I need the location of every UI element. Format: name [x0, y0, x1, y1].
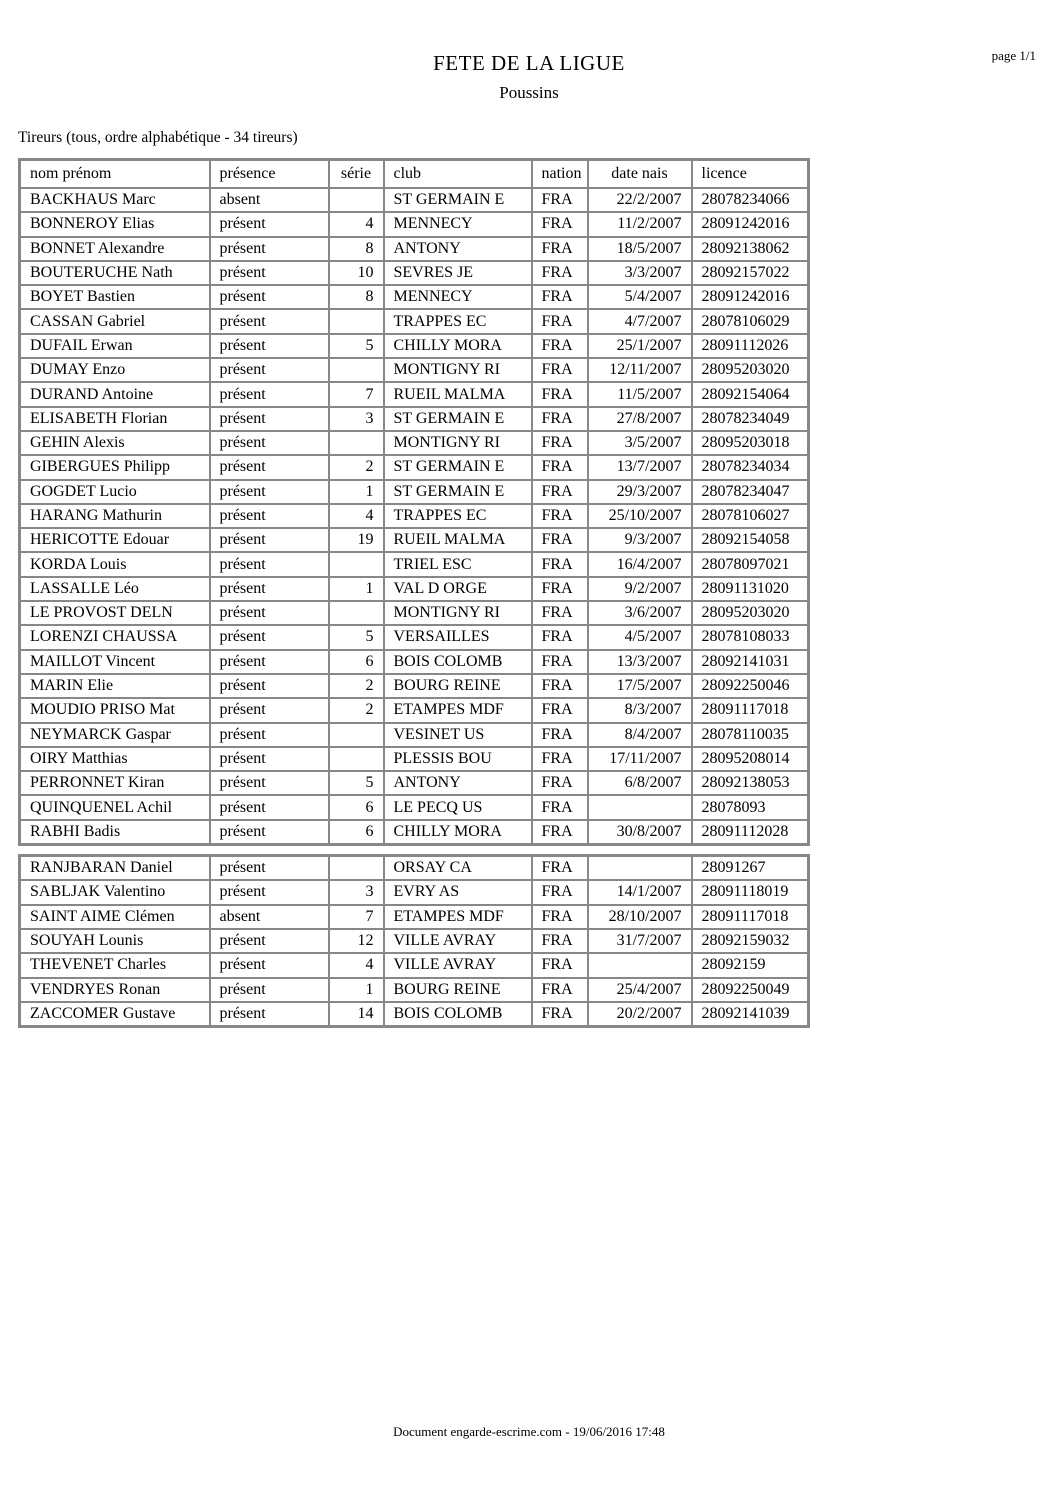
cell-club: CHILLY MORA	[384, 820, 532, 845]
cell-club: ST GERMAIN E	[384, 480, 532, 504]
cell-nom-prenom: DUMAY Enzo	[20, 358, 210, 382]
cell-presence: présent	[210, 382, 329, 406]
cell-date-nais: 12/11/2007	[588, 358, 692, 382]
cell-serie: 8	[329, 237, 384, 261]
cell-licence: 28078234049	[692, 407, 809, 431]
cell-serie	[329, 188, 384, 212]
cell-licence: 28078108033	[692, 625, 809, 649]
cell-nation: FRA	[532, 431, 588, 455]
cell-nom-prenom: NEYMARCK Gaspar	[20, 723, 210, 747]
cell-nom-prenom: THEVENET Charles	[20, 953, 210, 977]
cell-nom-prenom: QUINQUENEL Achil	[20, 795, 210, 819]
cell-nation: FRA	[532, 650, 588, 674]
cell-nation: FRA	[532, 747, 588, 771]
table-row	[20, 650, 809, 674]
cell-nation: FRA	[532, 698, 588, 722]
cell-licence: 28091118019	[692, 880, 809, 904]
cell-serie	[329, 856, 384, 881]
cell-licence: 28091117018	[692, 698, 809, 722]
cell-nom-prenom: SABLJAK Valentino	[20, 880, 210, 904]
cell-presence: présent	[210, 978, 329, 1002]
cell-nom-prenom: ZACCOMER Gustave	[20, 1002, 210, 1027]
cell-serie	[329, 431, 384, 455]
cell-licence: 28078234047	[692, 480, 809, 504]
cell-nom-prenom: VENDRYES Ronan	[20, 978, 210, 1002]
cell-serie	[329, 601, 384, 625]
cell-club: ST GERMAIN E	[384, 455, 532, 479]
cell-licence: 28095203020	[692, 358, 809, 382]
table-row	[20, 382, 809, 406]
cell-club: TRAPPES EC	[384, 309, 532, 333]
table-row	[20, 552, 809, 576]
cell-serie	[329, 552, 384, 576]
cell-date-nais	[588, 953, 692, 977]
cell-presence: présent	[210, 820, 329, 845]
table-row	[20, 625, 809, 649]
cell-nation: FRA	[532, 674, 588, 698]
cell-serie: 10	[329, 261, 384, 285]
table-row	[20, 723, 809, 747]
cell-licence: 28078106027	[692, 504, 809, 528]
cell-serie: 6	[329, 650, 384, 674]
table-row	[20, 237, 809, 261]
cell-date-nais: 17/5/2007	[588, 674, 692, 698]
cell-date-nais: 6/8/2007	[588, 771, 692, 795]
cell-date-nais: 9/3/2007	[588, 528, 692, 552]
cell-club: ETAMPES MDF	[384, 698, 532, 722]
cell-licence: 28092138062	[692, 237, 809, 261]
cell-nation: FRA	[532, 880, 588, 904]
cell-date-nais: 16/4/2007	[588, 552, 692, 576]
table-row	[20, 929, 809, 953]
cell-serie: 6	[329, 795, 384, 819]
cell-nom-prenom: DURAND Antoine	[20, 382, 210, 406]
cell-date-nais: 4/7/2007	[588, 309, 692, 333]
cell-nation: FRA	[532, 382, 588, 406]
column-header-presence: présence	[210, 160, 329, 189]
cell-serie: 4	[329, 504, 384, 528]
cell-licence: 28095203018	[692, 431, 809, 455]
cell-presence: présent	[210, 309, 329, 333]
table-row	[20, 953, 809, 977]
cell-nom-prenom: BONNEROY Elias	[20, 212, 210, 236]
cell-presence: absent	[210, 188, 329, 212]
cell-date-nais: 3/3/2007	[588, 261, 692, 285]
cell-club: VILLE AVRAY	[384, 953, 532, 977]
page-footer: Document engarde-escrime.com - 19/06/2016 17:48	[393, 1424, 665, 1439]
cell-club: VERSAILLES	[384, 625, 532, 649]
table-header-row	[20, 160, 809, 189]
cell-licence: 28092159032	[692, 929, 809, 953]
cell-nom-prenom: BONNET Alexandre	[20, 237, 210, 261]
cell-presence: présent	[210, 698, 329, 722]
cell-club: ANTONY	[384, 771, 532, 795]
column-header-nom-prenom: nom prénom	[20, 160, 210, 189]
page-title: FETE DE LA LIGUE	[433, 51, 625, 75]
page-subtitle: Poussins	[499, 83, 559, 102]
cell-nation: FRA	[532, 601, 588, 625]
cell-date-nais: 3/5/2007	[588, 431, 692, 455]
cell-club: VILLE AVRAY	[384, 929, 532, 953]
cell-presence: présent	[210, 334, 329, 358]
cell-nom-prenom: GOGDET Lucio	[20, 480, 210, 504]
cell-date-nais: 9/2/2007	[588, 577, 692, 601]
table-row	[20, 601, 809, 625]
cell-serie: 1	[329, 577, 384, 601]
cell-date-nais: 5/4/2007	[588, 285, 692, 309]
cell-nation: FRA	[532, 856, 588, 881]
table-row	[20, 771, 809, 795]
table-row	[20, 407, 809, 431]
cell-licence: 28091117018	[692, 905, 809, 929]
fencers-table-segment-1	[18, 158, 810, 846]
cell-serie: 6	[329, 820, 384, 845]
table-row	[20, 285, 809, 309]
cell-nation: FRA	[532, 795, 588, 819]
cell-nation: FRA	[532, 261, 588, 285]
cell-serie	[329, 747, 384, 771]
cell-presence: présent	[210, 723, 329, 747]
table-row	[20, 905, 809, 929]
table-row	[20, 820, 809, 845]
table-row	[20, 698, 809, 722]
cell-presence: présent	[210, 795, 329, 819]
cell-nom-prenom: CASSAN Gabriel	[20, 309, 210, 333]
cell-date-nais: 18/5/2007	[588, 237, 692, 261]
cell-nation: FRA	[532, 905, 588, 929]
cell-date-nais: 11/2/2007	[588, 212, 692, 236]
cell-club: SEVRES JE	[384, 261, 532, 285]
cell-presence: présent	[210, 747, 329, 771]
cell-nation: FRA	[532, 577, 588, 601]
cell-presence: présent	[210, 261, 329, 285]
cell-licence: 28095208014	[692, 747, 809, 771]
cell-serie: 2	[329, 455, 384, 479]
cell-presence: présent	[210, 577, 329, 601]
cell-date-nais: 11/5/2007	[588, 382, 692, 406]
cell-nation: FRA	[532, 455, 588, 479]
cell-date-nais: 3/6/2007	[588, 601, 692, 625]
cell-date-nais: 4/5/2007	[588, 625, 692, 649]
cell-nation: FRA	[532, 929, 588, 953]
cell-nation: FRA	[532, 552, 588, 576]
cell-club: CHILLY MORA	[384, 334, 532, 358]
cell-serie: 2	[329, 698, 384, 722]
cell-club: LE PECQ US	[384, 795, 532, 819]
column-header-serie: série	[329, 160, 384, 189]
cell-serie: 1	[329, 480, 384, 504]
cell-licence: 28092141031	[692, 650, 809, 674]
cell-serie: 5	[329, 625, 384, 649]
cell-presence: présent	[210, 953, 329, 977]
cell-presence: présent	[210, 455, 329, 479]
cell-date-nais: 13/7/2007	[588, 455, 692, 479]
cell-serie	[329, 358, 384, 382]
cell-presence: présent	[210, 929, 329, 953]
cell-date-nais: 27/8/2007	[588, 407, 692, 431]
cell-nom-prenom: ELISABETH Florian	[20, 407, 210, 431]
cell-licence: 28092154058	[692, 528, 809, 552]
cell-club: MENNECY	[384, 285, 532, 309]
cell-licence: 28078093	[692, 795, 809, 819]
cell-nation: FRA	[532, 358, 588, 382]
cell-presence: présent	[210, 407, 329, 431]
cell-date-nais: 29/3/2007	[588, 480, 692, 504]
table-row	[20, 577, 809, 601]
cell-nation: FRA	[532, 334, 588, 358]
cell-nation: FRA	[532, 953, 588, 977]
cell-presence: présent	[210, 552, 329, 576]
cell-date-nais: 31/7/2007	[588, 929, 692, 953]
cell-club: BOIS COLOMB	[384, 1002, 532, 1027]
cell-nom-prenom: KORDA Louis	[20, 552, 210, 576]
column-header-date-nais: date nais	[588, 160, 692, 189]
cell-serie: 4	[329, 212, 384, 236]
table-row	[20, 480, 809, 504]
cell-date-nais: 22/2/2007	[588, 188, 692, 212]
cell-date-nais: 13/3/2007	[588, 650, 692, 674]
cell-presence: présent	[210, 1002, 329, 1027]
cell-nom-prenom: MAILLOT Vincent	[20, 650, 210, 674]
cell-nom-prenom: MOUDIO PRISO Mat	[20, 698, 210, 722]
cell-date-nais	[588, 856, 692, 881]
cell-serie: 12	[329, 929, 384, 953]
cell-presence: présent	[210, 650, 329, 674]
cell-club: ORSAY CA	[384, 856, 532, 881]
cell-date-nais: 25/1/2007	[588, 334, 692, 358]
cell-club: BOIS COLOMB	[384, 650, 532, 674]
cell-date-nais: 14/1/2007	[588, 880, 692, 904]
cell-nation: FRA	[532, 978, 588, 1002]
table-row	[20, 504, 809, 528]
cell-presence: présent	[210, 358, 329, 382]
table-row	[20, 309, 809, 333]
cell-serie: 19	[329, 528, 384, 552]
cell-nation: FRA	[532, 625, 588, 649]
cell-date-nais: 25/4/2007	[588, 978, 692, 1002]
cell-nation: FRA	[532, 212, 588, 236]
cell-serie: 7	[329, 905, 384, 929]
cell-licence: 28091112028	[692, 820, 809, 845]
table-row	[20, 674, 809, 698]
table-row	[20, 334, 809, 358]
cell-licence: 28092141039	[692, 1002, 809, 1027]
cell-club: ST GERMAIN E	[384, 407, 532, 431]
cell-nom-prenom: BACKHAUS Marc	[20, 188, 210, 212]
cell-serie	[329, 309, 384, 333]
cell-club: ANTONY	[384, 237, 532, 261]
cell-nom-prenom: OIRY Matthias	[20, 747, 210, 771]
cell-presence: présent	[210, 431, 329, 455]
cell-date-nais: 20/2/2007	[588, 1002, 692, 1027]
cell-nom-prenom: LE PROVOST DELN	[20, 601, 210, 625]
cell-nom-prenom: SAINT AIME Clémen	[20, 905, 210, 929]
cell-club: BOURG REINE	[384, 978, 532, 1002]
cell-presence: présent	[210, 856, 329, 881]
cell-nom-prenom: HARANG Mathurin	[20, 504, 210, 528]
cell-presence: présent	[210, 674, 329, 698]
cell-licence: 28078097021	[692, 552, 809, 576]
cell-club: PLESSIS BOU	[384, 747, 532, 771]
cell-nom-prenom: SOUYAH Lounis	[20, 929, 210, 953]
table-row	[20, 212, 809, 236]
cell-licence: 28091242016	[692, 285, 809, 309]
cell-licence: 28092154064	[692, 382, 809, 406]
cell-licence: 28091131020	[692, 577, 809, 601]
table-row	[20, 455, 809, 479]
table-row	[20, 795, 809, 819]
cell-club: RUEIL MALMA	[384, 528, 532, 552]
cell-date-nais	[588, 795, 692, 819]
cell-licence: 28078234066	[692, 188, 809, 212]
table-row	[20, 358, 809, 382]
cell-nom-prenom: PERRONNET Kiran	[20, 771, 210, 795]
cell-nation: FRA	[532, 188, 588, 212]
cell-date-nais: 28/10/2007	[588, 905, 692, 929]
cell-date-nais: 8/4/2007	[588, 723, 692, 747]
column-header-licence: licence	[692, 160, 809, 189]
cell-nom-prenom: GIBERGUES Philipp	[20, 455, 210, 479]
cell-licence: 28092250046	[692, 674, 809, 698]
cell-presence: absent	[210, 905, 329, 929]
cell-presence: présent	[210, 528, 329, 552]
cell-nation: FRA	[532, 480, 588, 504]
cell-nom-prenom: RABHI Badis	[20, 820, 210, 845]
cell-licence: 28091267	[692, 856, 809, 881]
cell-serie: 1	[329, 978, 384, 1002]
table-row	[20, 880, 809, 904]
cell-serie: 2	[329, 674, 384, 698]
cell-presence: présent	[210, 237, 329, 261]
table-row	[20, 978, 809, 1002]
page-number: page 1/1	[991, 48, 1036, 63]
cell-licence: 28091242016	[692, 212, 809, 236]
cell-nom-prenom: LORENZI CHAUSSA	[20, 625, 210, 649]
cell-nom-prenom: BOUTERUCHE Nath	[20, 261, 210, 285]
cell-serie: 3	[329, 407, 384, 431]
cell-licence: 28092250049	[692, 978, 809, 1002]
cell-presence: présent	[210, 601, 329, 625]
cell-nation: FRA	[532, 528, 588, 552]
cell-club: EVRY AS	[384, 880, 532, 904]
cell-presence: présent	[210, 625, 329, 649]
cell-presence: présent	[210, 480, 329, 504]
cell-nom-prenom: LASSALLE Léo	[20, 577, 210, 601]
cell-date-nais: 8/3/2007	[588, 698, 692, 722]
cell-nom-prenom: GEHIN Alexis	[20, 431, 210, 455]
cell-nation: FRA	[532, 1002, 588, 1027]
cell-club: MONTIGNY RI	[384, 358, 532, 382]
cell-nom-prenom: BOYET Bastien	[20, 285, 210, 309]
cell-nation: FRA	[532, 771, 588, 795]
cell-club: TRAPPES EC	[384, 504, 532, 528]
cell-licence: 28078110035	[692, 723, 809, 747]
cell-nom-prenom: HERICOTTE Edouar	[20, 528, 210, 552]
column-header-club: club	[384, 160, 532, 189]
cell-nation: FRA	[532, 237, 588, 261]
cell-date-nais: 25/10/2007	[588, 504, 692, 528]
cell-licence: 28078106029	[692, 309, 809, 333]
fencers-table-segment-2	[18, 854, 810, 1028]
cell-nation: FRA	[532, 407, 588, 431]
table-row	[20, 188, 809, 212]
cell-serie: 14	[329, 1002, 384, 1027]
table-row	[20, 431, 809, 455]
cell-club: ETAMPES MDF	[384, 905, 532, 929]
cell-serie: 7	[329, 382, 384, 406]
cell-presence: présent	[210, 880, 329, 904]
cell-date-nais: 17/11/2007	[588, 747, 692, 771]
cell-serie: 8	[329, 285, 384, 309]
cell-serie	[329, 723, 384, 747]
table-row	[20, 747, 809, 771]
cell-club: VESINET US	[384, 723, 532, 747]
cell-nom-prenom: DUFAIL Erwan	[20, 334, 210, 358]
table-row	[20, 528, 809, 552]
cell-club: ST GERMAIN E	[384, 188, 532, 212]
cell-licence: 28095203020	[692, 601, 809, 625]
cell-nation: FRA	[532, 820, 588, 845]
cell-nation: FRA	[532, 504, 588, 528]
cell-licence: 28092157022	[692, 261, 809, 285]
cell-presence: présent	[210, 771, 329, 795]
cell-nom-prenom: RANJBARAN Daniel	[20, 856, 210, 881]
cell-nation: FRA	[532, 309, 588, 333]
table-row	[20, 261, 809, 285]
cell-club: TRIEL ESC	[384, 552, 532, 576]
cell-club: MONTIGNY RI	[384, 601, 532, 625]
cell-serie: 5	[329, 771, 384, 795]
column-header-nation: nation	[532, 160, 588, 189]
table-row	[20, 1002, 809, 1027]
cell-club: RUEIL MALMA	[384, 382, 532, 406]
cell-nation: FRA	[532, 285, 588, 309]
cell-serie: 5	[329, 334, 384, 358]
cell-licence: 28092138053	[692, 771, 809, 795]
cell-club: MENNECY	[384, 212, 532, 236]
cell-date-nais: 30/8/2007	[588, 820, 692, 845]
cell-licence: 28078234034	[692, 455, 809, 479]
cell-presence: présent	[210, 212, 329, 236]
cell-presence: présent	[210, 504, 329, 528]
table-row	[20, 856, 809, 881]
cell-nation: FRA	[532, 723, 588, 747]
section-label: Tireurs (tous, ordre alphabétique - 34 tireurs)	[18, 129, 298, 146]
cell-club: MONTIGNY RI	[384, 431, 532, 455]
cell-club: VAL D ORGE	[384, 577, 532, 601]
cell-nom-prenom: MARIN Elie	[20, 674, 210, 698]
cell-serie: 3	[329, 880, 384, 904]
cell-presence: présent	[210, 285, 329, 309]
cell-licence: 28092159	[692, 953, 809, 977]
cell-serie: 4	[329, 953, 384, 977]
cell-licence: 28091112026	[692, 334, 809, 358]
cell-club: BOURG REINE	[384, 674, 532, 698]
